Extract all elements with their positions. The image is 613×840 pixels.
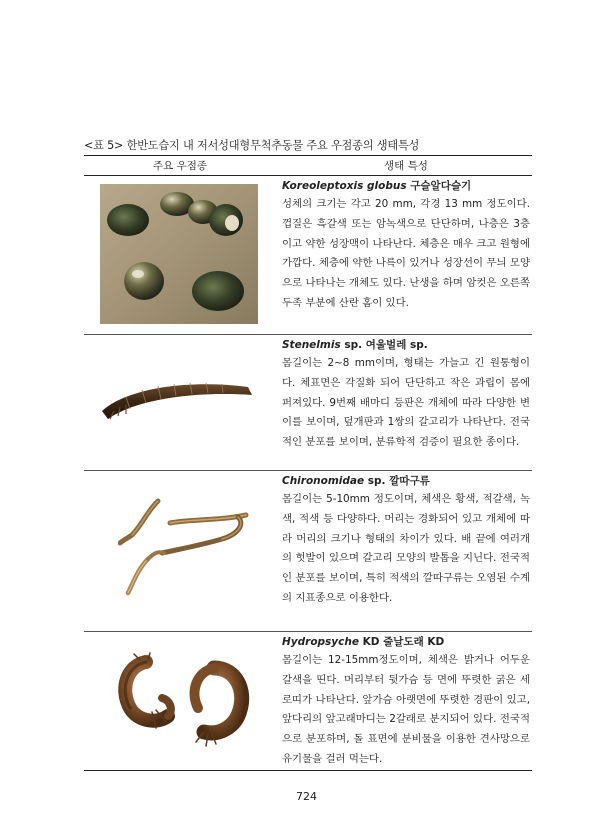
species-table (84, 155, 532, 771)
species-description: 몸길이는 5-10mm 정도이며, 체색은 황색, 적갈색, 녹색, 적색 등 다양하다. 머리는 경화되어 있고 개체에 따라 머리의 크기나 형태의 차이가 있다. 배 끝에 여러개의 헛발이 있으며 갈고리 모양의 발톱을 지닌다. 전국적인 분포를 보이며, 특히 적색의 깔따구류는 오염된 수계의 지표종으로 이용한다. (282, 493, 530, 604)
species-info (282, 634, 530, 770)
species-name: Koreoleptoxis globus 구슬알다슬기 (282, 180, 472, 192)
species-description: 성체의 크기는 각고 20 mm, 각경 13 mm 정도이다. 껍질은 흑갈색 또는 암녹색으로 단단하며, 나층은 3층이고 약한 성장맥이 나타난다. 체층은 매우 크고 원형에 가깝다. 체층에 약한 나륵이 있거나 성장선이 무늬 모양으로 나타나는 개체도 있다. 난생을 하며 암컷은 오른쪽 두족 부분에 산란 홈이 있다. (282, 198, 530, 309)
table-row (84, 335, 532, 471)
page-number: 724 (296, 790, 317, 803)
table-row (84, 471, 532, 632)
species-info (282, 473, 530, 609)
species-name: Chironomidae sp. 깔따구류 (282, 475, 430, 487)
species-info (282, 178, 530, 314)
header-traits: 생태 특성 (384, 160, 428, 172)
table-header (84, 155, 532, 176)
species-description: 몸길이는 12-15mm정도이며, 체색은 밝거나 어두운 갈색을 띤다. 머리부터 뒷가슴 등 면에 뚜렷한 굵은 세로띠가 나타난다. 앞가슴 아랫면에 뚜렷한 경판이 있고, 앞다리의 앞고래마디는 2갈래로 분지되어 있다. 전국적으로 분포하며, 돌 표면에 분비물을 이용한 견사망으로 유기물을 걸러 먹는다. (282, 654, 530, 765)
beetle-larva-photo (96, 375, 266, 425)
species-name: Hydropsyche KD 줄날도래 KD (282, 636, 445, 648)
chironomid-larvae-photo (118, 495, 258, 605)
table-row (84, 176, 532, 335)
caddisfly-larvae-photo (112, 652, 252, 752)
header-species: 주요 우점종 (152, 160, 208, 172)
table-caption: <표 5> 한반도습지 내 저서성대형무척추동물 주요 우점종의 생태특성 (84, 139, 420, 152)
species-description: 몸길이는 2~8 mm이며, 형태는 가늘고 긴 원통형이다. 체표면은 각질화 되어 단단하고 작은 과립이 몸에 퍼져있다. 9번째 배마디 등판은 개체에 따라 다양한 변이를 보이며, 덮개판과 1쌍의 갈고리가 나타난다. 전국적인 분포를 보이며, 분류학적 검증이 필요한 종이다. (282, 357, 530, 449)
species-info (282, 337, 530, 453)
species-name: Stenelmis sp. 여울벌레 sp. (282, 339, 428, 351)
table-row (84, 632, 532, 771)
snail-photo (100, 184, 258, 324)
